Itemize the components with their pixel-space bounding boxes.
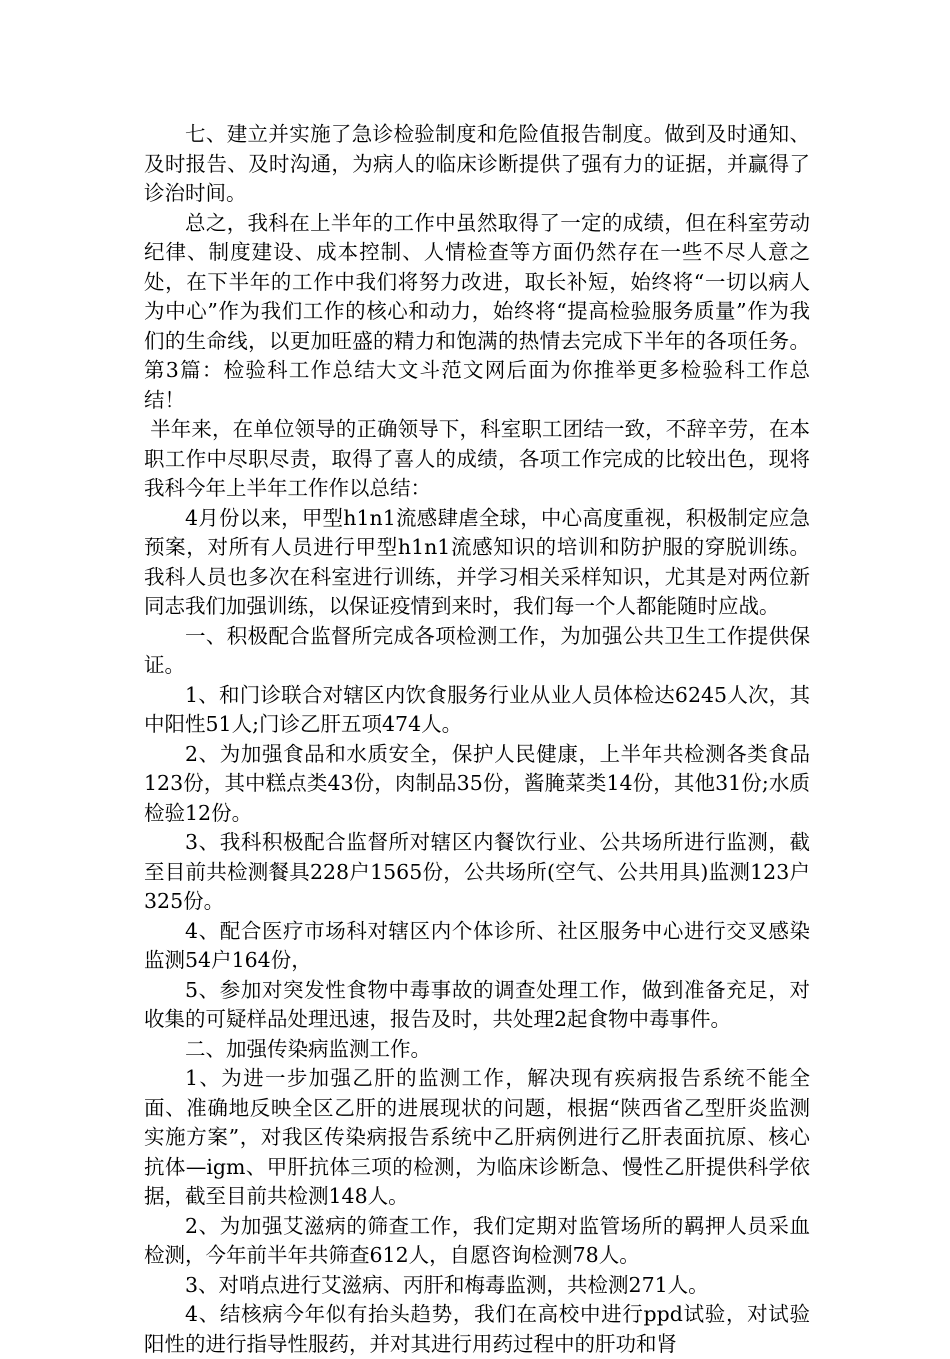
paragraph-item-2-2: 2、为加强艾滋病的筛查工作，我们定期对监管场所的羁押人员采血检测，今年前半年共筛查612人，自愿咨询检测78人。 [144,1213,810,1267]
paragraph-item-1-5: 5、参加对突发性食物中毒事故的调查处理工作，做到准备充足，对收集的可疑样品处理迅速，报告及时，共处理2起食物中毒事件。 [144,977,810,1031]
paragraph-item-2-4: 4、结核病今年似有抬头趋势，我们在高校中进行ppd试验，对试验阳性的进行指导性服药，并对其进行用药过程中的肝功和肾 [144,1302,810,1356]
paragraph-h1n1: 4月份以来，甲型h1n1流感肆虐全球，中心高度重视，积极制定应急预案，对所有人员进行甲型h1n1流感知识的培训和防护服的穿脱训练。我科人员也多次在科室进行训练，并学习相关采样知识，尤其是对两位新同志我们加强训练，以保证疫情到来时，我们每一个人都能随时应战。 [144,505,810,618]
paragraph-emergency-testing: 七、建立并实施了急诊检验制度和危险值报告制度。做到及时通知、及时报告、及时沟通，为病人的临床诊断提供了强有力的证据，并赢得了诊治时间。 [144,122,810,205]
paragraph-item-1-2: 2、为加强食品和水质安全，保护人民健康，上半年共检测各类食品123份，其中糕点类43份，肉制品35份，酱腌菜类14份，其他31份;水质检验12份。 [144,741,810,825]
paragraph-item-1-3: 3、我科积极配合监督所对辖区内餐饮行业、公共场所进行监测，截至目前共检测餐具228户1565份，公共场所(空气、公共用具)监测123户325份。 [144,830,810,913]
paragraph-item-1-4: 4、配合医疗市场科对辖区内个体诊所、社区服务中心进行交叉感染监测54户164份， [144,918,810,972]
paragraph-item-1-1: 1、和门诊联合对辖区内饮食服务行业从业人员体检达6245人次，其中阳性51人;门诊乙肝五项474人。 [144,682,810,736]
paragraph-item-2-3: 3、对哨点进行艾滋病、丙肝和梅毒监测，共检测271人。 [185,1272,709,1297]
paragraph-item-2-1: 1、为进一步加强乙肝的监测工作，解决现有疾病报告系统不能全面、准确地反映全区乙肝的进展现状的问题，根据“陕西省乙型肝炎监测实施方案”，对我区传染病报告系统中乙肝病例进行乙肝表面抗原、核心抗体—igm、甲肝抗体三项的检测，为临床诊断急、慢性乙肝提供科学依据，截至目前共检测148人。 [144,1066,810,1208]
heading-section-one: 一、积极配合监督所完成各项检测工作，为加强公共卫生工作提供保证。 [144,623,810,677]
paragraph-summary: 总之，我科在上半年的工作中虽然取得了一定的成绩，但在科室劳动纪律、制度建设、成本控制、人情检查等方面仍然存在一些不尽人意之处，在下半年的工作中我们将努力改进，取长补短，始终将“一切以病人为中心”作为我们工作的核心和动力，始终将“提高检验服务质量”作为我们的生命线，以更加旺盛的精力和饱满的热情去完成下半年的各项任务。第3篇：检验科工作总结大文斗范文网后面为你推举更多检验科工作总结！ [144,210,810,412]
paragraph-half-year-intro: 半年来，在单位领导的正确领导下，科室职工团结一致，不辞辛劳，在本职工作中尽职尽责，取得了喜人的成绩，各项工作完成的比较出色，现将我科今年上半年工作作以总结： [144,417,810,500]
document-body [144,120,810,1359]
heading-section-two: 二、加强传染病监测工作。 [185,1036,431,1061]
